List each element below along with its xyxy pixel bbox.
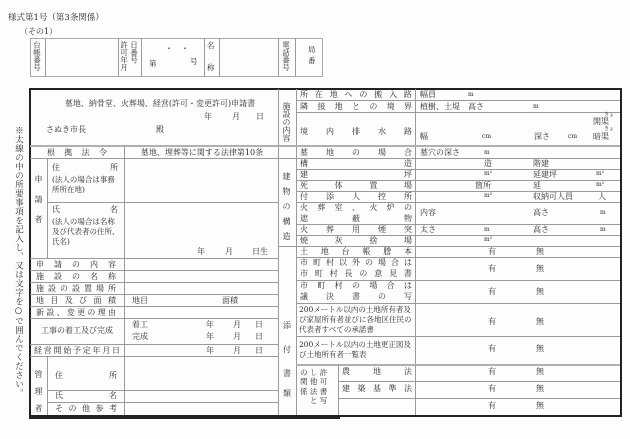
other-law-item-0: 農 地 法 bbox=[342, 367, 412, 376]
app-date-month: 月 bbox=[232, 112, 240, 121]
ledger-no-label: 台帳番号 bbox=[32, 41, 42, 71]
unit-cm: cm bbox=[568, 133, 578, 140]
unit-m: m bbox=[468, 91, 474, 98]
yes-option[interactable]: 有 bbox=[488, 287, 496, 296]
start-month: 月 bbox=[233, 320, 241, 329]
yes-option[interactable]: 有 bbox=[488, 367, 496, 376]
ruby-kyo: きょ bbox=[604, 126, 615, 132]
land-category-label: 地目 bbox=[132, 296, 148, 305]
app-date-year: 年 bbox=[204, 112, 212, 121]
ash-place-label: 焼 灰 捨 場 bbox=[300, 236, 412, 245]
content-label: 内容 bbox=[420, 208, 436, 217]
attachments-label-3: 書 bbox=[283, 369, 291, 378]
manager-address-label: 住 所 bbox=[55, 371, 117, 380]
name-field[interactable] bbox=[220, 39, 277, 75]
total-label: 延 bbox=[533, 181, 541, 190]
row-land-label: 地 目 及 び 面 積 bbox=[36, 296, 116, 305]
manager-address-field[interactable] bbox=[125, 357, 277, 390]
yes-option[interactable]: 有 bbox=[488, 317, 496, 326]
legal-basis-label: 根 拠 法 令 bbox=[47, 148, 107, 157]
applicant-name-label: 氏 名 bbox=[52, 205, 118, 214]
unit-m2: m² bbox=[484, 236, 493, 243]
unit-m: m bbox=[600, 226, 606, 233]
area-label: 面積 bbox=[222, 296, 238, 305]
permit-date-label: 許可年月 bbox=[119, 41, 129, 71]
unit-m2: m² bbox=[596, 181, 605, 188]
other-law-label: の し 許 関 他 可 係 法 書 と 写 bbox=[300, 368, 328, 406]
complete-label: 完成 bbox=[132, 332, 148, 341]
yes-option[interactable]: 有 bbox=[488, 344, 496, 353]
attachments-label-2: 付 bbox=[283, 345, 291, 354]
no-option[interactable]: 無 bbox=[536, 264, 544, 273]
no-option[interactable]: 無 bbox=[536, 287, 544, 296]
no-suffix: 号 bbox=[190, 57, 198, 66]
business-day: 日 bbox=[255, 346, 263, 355]
drain-width-label: 幅 bbox=[420, 132, 428, 141]
thickness-label: 太さ bbox=[420, 225, 436, 234]
row-business-start-label: 経 営 開 始 予 定 年 月 日 bbox=[34, 346, 120, 355]
applicant-address-label: 住 所 bbox=[52, 163, 118, 172]
business-month: 月 bbox=[233, 346, 241, 355]
boundary-value: 植樹、土堤 高さ bbox=[420, 102, 484, 111]
applicant-address-field[interactable] bbox=[125, 159, 277, 201]
content-field[interactable] bbox=[125, 259, 277, 269]
attachments-label-4: 類 bbox=[283, 389, 291, 398]
side-note: ※太線の中の所要事項を記入し、又は文字を○で囲んでください。 bbox=[13, 126, 24, 398]
application-title: 墓地、納骨堂、火葬場、経営(許可・変更許可)申請書 bbox=[64, 99, 256, 108]
waiting-room-label: 付 添 人 控 所 bbox=[300, 192, 412, 201]
height-label: 高さ bbox=[533, 208, 549, 217]
other-law-item-2-field[interactable] bbox=[339, 399, 414, 414]
page-label: （その1） bbox=[20, 27, 58, 36]
manager-name-field[interactable] bbox=[125, 391, 277, 401]
unit-m2: m² bbox=[484, 170, 493, 177]
floors-label: 階建 bbox=[533, 159, 549, 168]
yes-option[interactable]: 有 bbox=[488, 247, 496, 256]
complete-month: 月 bbox=[233, 332, 241, 341]
row-reason-label: 新 設 、 変 更 の 理 由 bbox=[36, 308, 116, 317]
other-ref-field[interactable] bbox=[125, 403, 277, 414]
honorific: 殿 bbox=[156, 125, 164, 134]
unit-m2: m² bbox=[484, 192, 493, 199]
no-option[interactable]: 無 bbox=[536, 367, 544, 376]
applicant-name-note: (法人の場合は名称及び代表者の住所、氏名) bbox=[52, 217, 120, 247]
row-content-label: 申 請 の 内 容 bbox=[36, 260, 116, 269]
no-prefix: 第 bbox=[149, 59, 157, 68]
no-option[interactable]: 無 bbox=[536, 247, 544, 256]
closed-channel-option[interactable]: 暗渠 bbox=[593, 132, 609, 141]
name-label-2: 称 bbox=[207, 63, 215, 72]
building-group-label: 建物の構造 bbox=[282, 172, 291, 247]
start-year: 年 bbox=[206, 320, 214, 329]
grave-depth-label: 墓穴の深さ bbox=[420, 148, 460, 157]
height-label: 高さ bbox=[533, 225, 549, 234]
attachment-item-1b: 市 町 村 長 の 意 見 書 bbox=[300, 269, 412, 278]
mortuary-label: 死 体 置 場 bbox=[300, 181, 412, 190]
other-ref-label: そ の 他 参 考 bbox=[55, 404, 117, 413]
drainage-label: 境 内 排 水 路 bbox=[300, 127, 412, 136]
birth-day: 日生 bbox=[252, 247, 268, 256]
total-floor-label: 延建坪 bbox=[533, 170, 557, 179]
attachment-item-4: 200メートル以内の土地更正図及び土地所有者一覧表 bbox=[299, 340, 411, 360]
addressee: さぬき市長 bbox=[46, 125, 86, 134]
unit-m: m bbox=[484, 149, 490, 156]
phone-label: 電話番号 bbox=[281, 41, 291, 71]
form-id: 様式第1号（第3条関係） bbox=[8, 13, 104, 23]
birth-year: 年 bbox=[197, 247, 205, 256]
applicant-label: 申請者 bbox=[34, 175, 43, 235]
exchange-label-1: 局 bbox=[308, 45, 316, 54]
manager-label: 管理者 bbox=[34, 370, 43, 421]
facility-group-label: 施設の内容 bbox=[282, 102, 291, 142]
cremation-room-label-1: 火 葬 室 、 火 炉 の bbox=[300, 203, 412, 212]
attachments-label-1: 添 bbox=[283, 321, 291, 330]
start-label: 着工 bbox=[132, 320, 148, 329]
structure-label: 構 造 bbox=[300, 159, 412, 168]
access-width-label: 幅員 bbox=[420, 90, 436, 99]
boundary-label: 隣 接 地 と の 境 界 bbox=[300, 102, 412, 111]
attachment-item-0: 土 地 台 帳 謄 本 bbox=[300, 247, 412, 256]
open-channel-option[interactable]: 開渠 bbox=[593, 117, 609, 126]
attachment-item-2a: 市 町 村 の 場 合 は bbox=[300, 281, 412, 290]
name-label-1: 名 bbox=[207, 41, 215, 50]
business-year: 年 bbox=[206, 346, 214, 355]
structure-unit: 造 bbox=[484, 159, 492, 168]
yes-option[interactable]: 有 bbox=[488, 264, 496, 273]
unit-m: m bbox=[600, 209, 606, 216]
complete-day: 日 bbox=[255, 332, 263, 341]
person-unit: 人 bbox=[598, 192, 606, 201]
unit-m2: m² bbox=[596, 170, 605, 177]
start-day: 日 bbox=[255, 320, 263, 329]
app-date-day: 日 bbox=[256, 112, 264, 121]
permit-no-label: 日番号 bbox=[129, 41, 139, 64]
reason-field[interactable] bbox=[125, 307, 277, 317]
manager-name-label: 氏 名 bbox=[55, 391, 117, 400]
row-location-label: 施 設 の 設 置 場 所 bbox=[36, 284, 116, 293]
places-label: 箇所 bbox=[475, 181, 491, 190]
ledger-no-field[interactable] bbox=[46, 39, 117, 75]
drain-depth-label: 深さ bbox=[534, 132, 550, 141]
yes-option[interactable]: 有 bbox=[488, 384, 496, 393]
exchange-label-2: 番 bbox=[308, 56, 316, 65]
unit-m: m bbox=[484, 226, 490, 233]
legal-basis-value: 墓地、埋葬等に関する法律第10条 bbox=[140, 148, 264, 157]
building-area-label: 建 坪 bbox=[300, 170, 412, 179]
birth-month: 月 bbox=[225, 247, 233, 256]
cremation-room-label-2: 遮 蔽 物 bbox=[300, 214, 412, 223]
other-law-item-1: 建 築 基 準 法 bbox=[342, 384, 412, 393]
yes-option[interactable]: 有 bbox=[488, 401, 496, 410]
row-facility-name-label: 施 設 の 名 称 bbox=[36, 272, 116, 281]
facility-name-field[interactable] bbox=[125, 271, 277, 281]
attachment-item-2b: 議 決 書 の 写 bbox=[300, 292, 412, 301]
unit-m: m bbox=[533, 103, 539, 110]
no-option[interactable]: 無 bbox=[536, 344, 544, 353]
no-option[interactable]: 無 bbox=[536, 317, 544, 326]
access-road-label: 所 在 地 へ の 搬 入 路 bbox=[300, 90, 412, 99]
no-option[interactable]: 無 bbox=[536, 401, 544, 410]
attachment-item-1a: 市 町 村 以 外 の 場 合 は bbox=[300, 258, 412, 267]
applicant-address-note: (法人の場合は事務所所在地) bbox=[52, 175, 115, 195]
cemetery-case-label: 墓 地 の 場 合 bbox=[300, 148, 412, 157]
ruby-kyo: きょ bbox=[604, 112, 615, 118]
unit-cm: cm bbox=[482, 133, 492, 140]
capacity-label: 収納可人員 bbox=[533, 192, 573, 201]
location-field[interactable] bbox=[125, 283, 277, 293]
attachment-item-3: 200メートル以内の土地所有者及び家屋所有者並びに各地区住民の代表者すべての承諾書 bbox=[299, 305, 412, 334]
no-option[interactable]: 無 bbox=[536, 384, 544, 393]
chimney-label: 火 葬 用 煙 突 bbox=[300, 225, 412, 234]
complete-year: 年 bbox=[206, 332, 214, 341]
row-construction-label: 工事の着工及び完成 bbox=[41, 326, 113, 335]
date-dots: ・ ・ bbox=[165, 44, 189, 53]
